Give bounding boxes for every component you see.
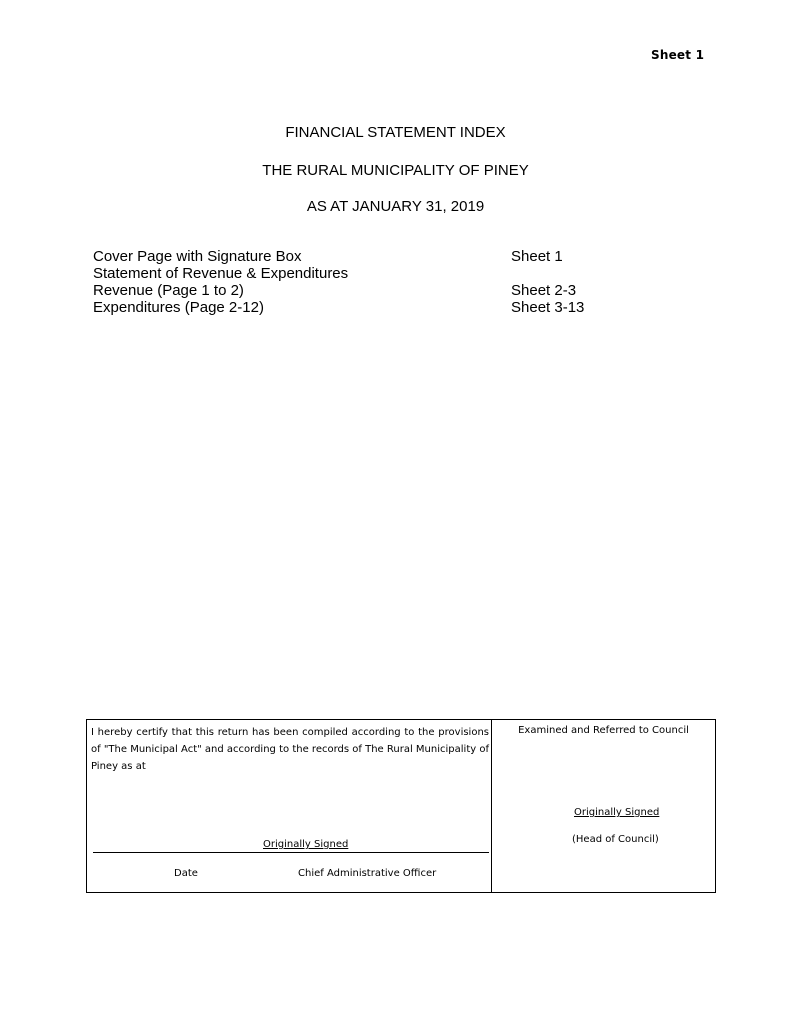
officer-label: Chief Administrative Officer	[298, 868, 437, 879]
examination-title: Examined and Referred to Council	[518, 725, 689, 736]
council-signature: Originally Signed	[574, 807, 660, 818]
examination-box	[491, 719, 716, 893]
statement-date: AS AT JANUARY 31, 2019	[306, 198, 485, 215]
index-sheet: Sheet 2-3	[511, 282, 577, 299]
signature-line	[93, 852, 489, 853]
index-sheet: Sheet 3-13	[511, 299, 585, 316]
municipality-name: THE RURAL MUNICIPALITY OF PINEY	[262, 162, 529, 179]
index-label: Cover Page with Signature Box	[93, 248, 302, 265]
index-row-cover	[93, 248, 633, 265]
index-label: Expenditures (Page 2-12)	[93, 299, 264, 316]
index-sheet: Sheet 1	[511, 248, 563, 265]
cao-signature: Originally Signed	[263, 839, 349, 850]
head-of-council-label: (Head of Council)	[572, 834, 659, 845]
certification-box	[86, 719, 492, 893]
sheet-number: Sheet 1	[651, 48, 705, 62]
index-row-statement	[93, 265, 633, 282]
date-label: Date	[174, 868, 198, 879]
index-row-revenue	[93, 282, 633, 299]
index-label: Statement of Revenue & Expenditures	[93, 265, 349, 282]
document-title: FINANCIAL STATEMENT INDEX	[285, 124, 506, 141]
index-list	[93, 248, 633, 316]
index-label: Revenue (Page 1 to 2)	[93, 282, 244, 299]
certification-text: I hereby certify that this return has been compiled according to the provisions of "The Municipal Act" and according to the records of The Rural Municipality of Piney as at	[91, 727, 489, 772]
index-row-expenditures	[93, 299, 633, 316]
